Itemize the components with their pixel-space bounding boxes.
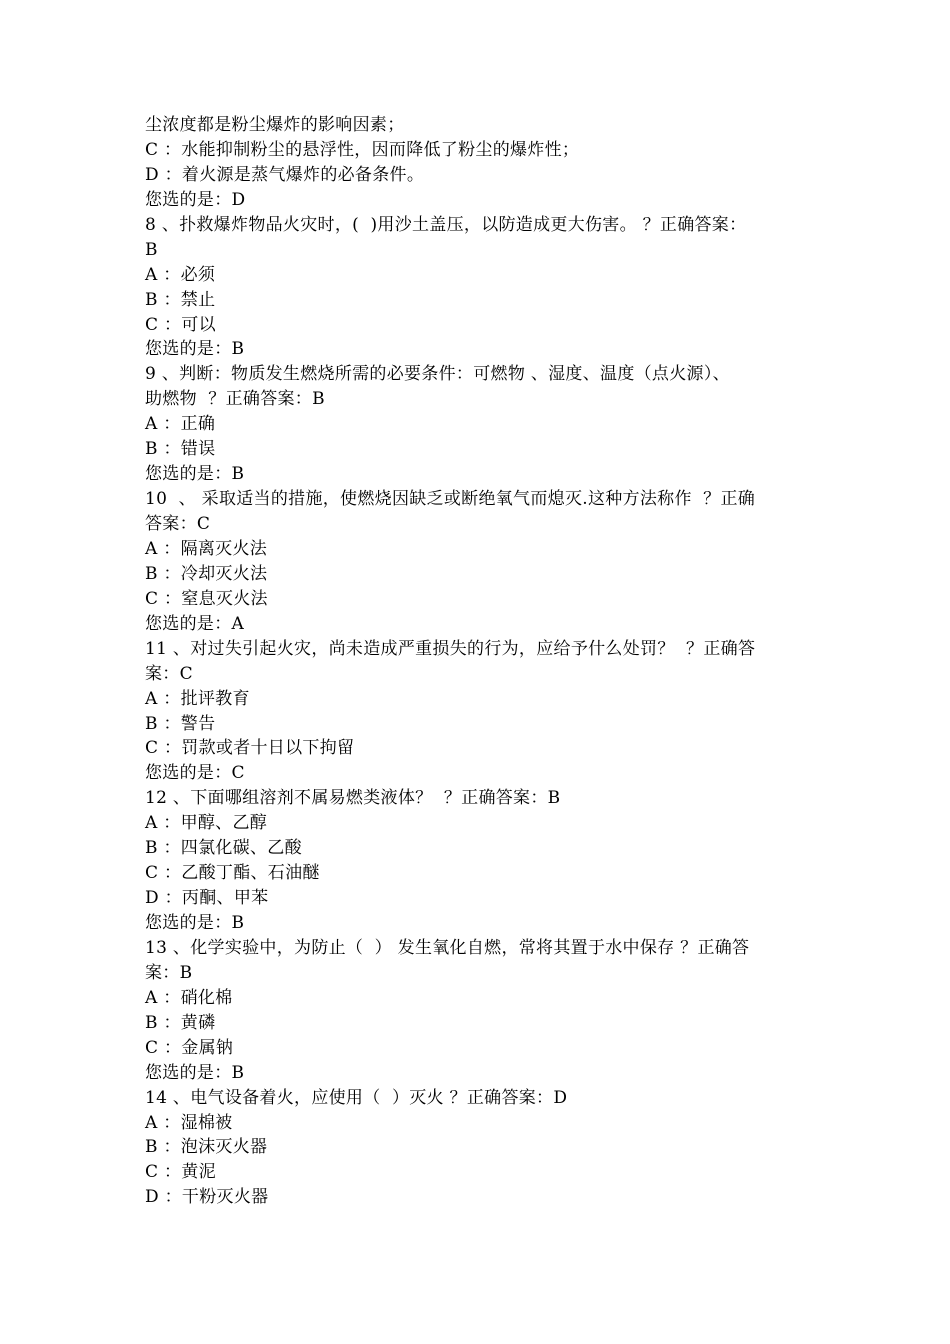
option-line: A ：硝化棉 [145, 987, 233, 1008]
option-line: D ：着火源是蒸气爆炸的必备条件。 [145, 164, 425, 185]
selected-answer: 您选的是：C [145, 763, 245, 784]
option-line: D ：干粉灭火器 [145, 1187, 269, 1208]
question-line: 助燃物 ？正确答案：B [145, 389, 325, 410]
question-line: 12 、下面哪组溶剂不属易燃类液体？ ？正确答案：B [145, 788, 561, 809]
option-line: A ：甲醇、乙醇 [145, 813, 268, 834]
option-line: A ：批评教育 [145, 688, 250, 709]
selected-answer: 您选的是：B [145, 339, 245, 360]
option-line: B ：冷却灭火法 [145, 563, 268, 584]
option-line: C ：水能抑制粉尘的悬浮性，因而降低了粉尘的爆炸性； [145, 139, 580, 160]
selected-answer: 您选的是：D [145, 189, 246, 210]
question-line: 案：C [145, 663, 193, 684]
question-line: 13 、化学实验中，为防止（ ） 发生氧化自燃，常将其置于水中保存 ？正确答 [145, 937, 750, 958]
document-body [145, 113, 810, 1210]
option-line: B ：四氯化碳、乙酸 [145, 838, 302, 859]
option-line: C ：金属钠 [145, 1037, 234, 1058]
option-line: A ：正确 [145, 414, 216, 435]
selected-answer: 您选的是：B [145, 464, 245, 485]
question-line: 8 、扑救爆炸物品火灾时，( )用沙土盖压，以防造成更大伤害。 ？正确答案： [145, 214, 747, 235]
selected-answer: 您选的是：B [145, 913, 245, 933]
selected-answer: 您选的是：A [145, 613, 245, 634]
text-line: 尘浓度都是粉尘爆炸的影响因素； [145, 115, 405, 135]
question-line: B [145, 239, 158, 260]
option-line: C ：窒息灭火法 [145, 588, 268, 609]
option-line: B ：错误 [145, 439, 216, 460]
option-line: C ：罚款或者十日以下拘留 [145, 738, 355, 759]
question-line: 9 、判断：物质发生燃烧所需的必要条件：可燃物 、湿度、温度（点火源）、 [145, 364, 730, 385]
question-line: 14 、电气设备着火，应使用（ ）灭火 ？正确答案：D [145, 1087, 568, 1108]
question-line: 答案：C [145, 514, 211, 534]
selected-answer: 您选的是：B [145, 1062, 245, 1083]
option-line: C ：乙酸丁酯、石油醚 [145, 863, 320, 884]
option-line: A ：湿棉被 [145, 1112, 233, 1133]
option-line: C ：黄泥 [145, 1162, 216, 1183]
option-line: B ：泡沫灭火器 [145, 1137, 268, 1158]
option-line: B ：禁止 [145, 289, 216, 310]
option-line: A ：隔离灭火法 [145, 538, 268, 559]
option-line: B ：黄磷 [145, 1012, 216, 1033]
option-line: C ：可以 [145, 314, 216, 335]
question-line: 10 、 采取适当的措施，使燃烧因缺乏或断绝氧气而熄灭.这种方法称作 ？正确 [145, 489, 756, 510]
option-line: A ：必须 [145, 264, 216, 285]
option-line: B ：警告 [145, 713, 216, 734]
question-line: 11 、对过失引起火灾，尚未造成严重损失的行为，应给予什么处罚？ ？正确答 [145, 638, 756, 659]
option-line: D ：丙酮、甲苯 [145, 888, 269, 909]
question-line: 案：B [145, 962, 193, 983]
